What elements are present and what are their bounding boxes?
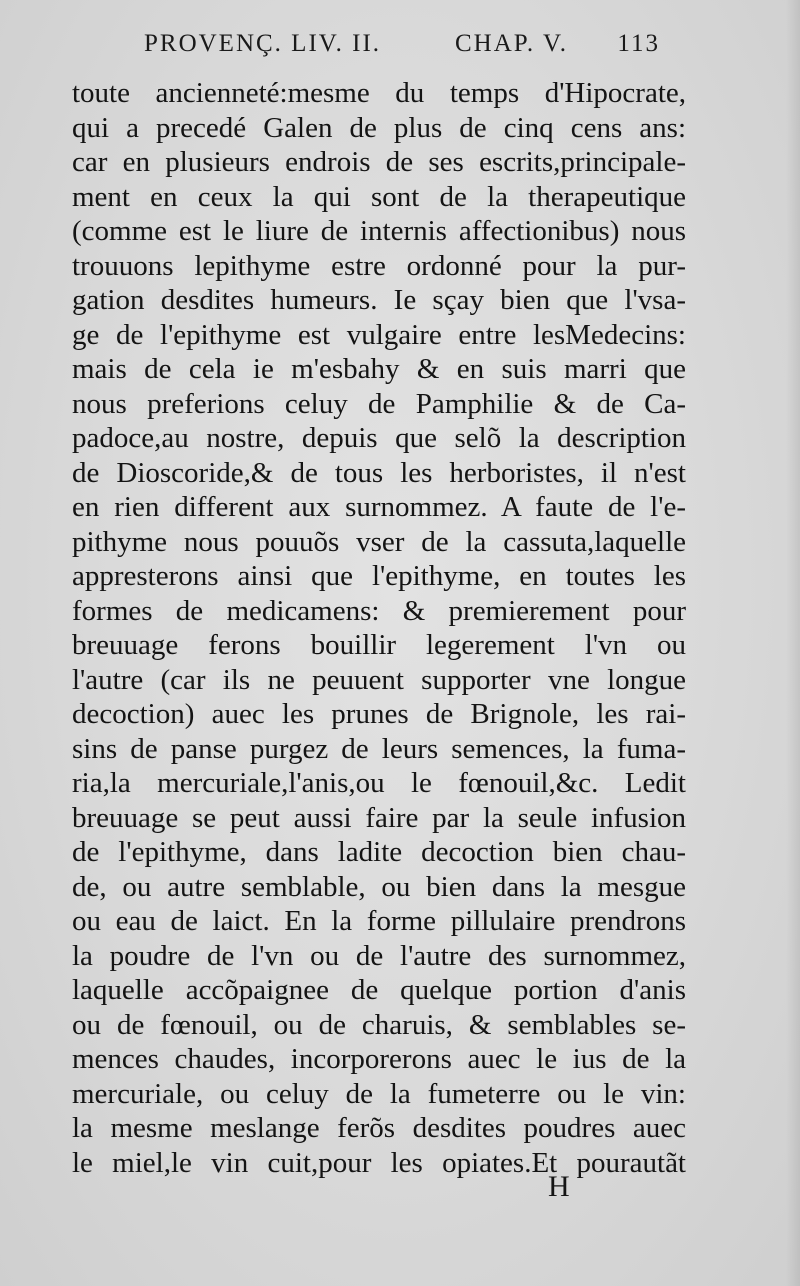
page-edge-shadow <box>786 0 800 1286</box>
text-line: ge de l'epithyme est vulgaire entre lesMedecins: <box>72 318 686 351</box>
text-line: mais de cela ie m'esbahy & en suis marri que <box>72 353 686 385</box>
text-line: appresterons ainsi que l'epithyme, en toutes les <box>72 560 686 592</box>
text-line: qui a precedé Galen de plus de cinq cens ans: <box>72 111 686 144</box>
text-line: (comme est le liure de internis affectionibus) nous <box>72 215 686 247</box>
text-line: car en plusieurs endrois de ses escrits,principale- <box>72 146 686 178</box>
text-line: sins de panse purgez de leurs semences, la fuma- <box>72 732 686 765</box>
body-text <box>72 76 686 1180</box>
text-line: l'autre (car ils ne peuuent supporter vne longue <box>72 663 686 696</box>
text-line: ou de fœnouil, ou de charuis, & semblables se- <box>72 1008 686 1041</box>
text-line: mences chaudes, incorporerons auec le ius de la <box>72 1043 686 1075</box>
text-line: en rien different aux surnommez. A faute de l'e- <box>72 491 686 523</box>
text-line: trouuons lepithyme estre ordonné pour la pur- <box>72 249 686 282</box>
text-line: decoction) auec les prunes de Brignole, les rai- <box>72 698 686 730</box>
running-title: PROVENÇ. LIV. II. <box>144 30 382 57</box>
text-line: pithyme nous pouuõs vser de la cassuta,laquelle <box>72 525 686 558</box>
text-line: la mesme meslange ferõs desdites poudres auec <box>72 1112 686 1144</box>
text-line: le miel,le vin cuit,pour les opiates.Et pourautãt <box>72 1146 686 1179</box>
text-line: la poudre de l'vn ou de l'autre des surnommez, <box>72 939 686 972</box>
text-line: formes de medicamens: & premierement pour <box>72 594 686 627</box>
text-line: laquelle accõpaignee de quelque portion d'anis <box>72 974 686 1006</box>
text-line: nous preferions celuy de Pamphilie & de Ca- <box>72 387 686 420</box>
text-line: breuuage ferons bouillir legerement l'vn ou <box>72 629 686 661</box>
text-line: de, ou autre semblable, ou bien dans la mesgue <box>72 870 686 903</box>
page-number: 113 <box>617 30 660 57</box>
running-header <box>140 30 660 64</box>
chapter-label: CHAP. V. <box>455 30 569 57</box>
text-line: ria,la mercuriale,l'anis,ou le fœnouil,&c. Ledit <box>72 767 686 799</box>
text-line: de l'epithyme, dans ladite decoction bien chau- <box>72 836 686 868</box>
text-line: toute ancienneté:mesme du temps d'Hipocrate, <box>72 77 686 109</box>
signature-mark: H <box>548 1170 570 1203</box>
text-line: de Dioscoride,& de tous les herboristes, il n'est <box>72 456 686 489</box>
text-line: breuuage se peut aussi faire par la seule infusion <box>72 801 686 834</box>
text-line: ou eau de laict. En la forme pillulaire prendrons <box>72 905 686 937</box>
text-line: mercuriale, ou celuy de la fumeterre ou le vin: <box>72 1077 686 1110</box>
text-line: gation desdites humeurs. Ie sçay bien que l'vsa- <box>72 284 686 316</box>
text-line: padoce,au nostre, depuis que selõ la description <box>72 422 686 454</box>
text-line: ment en ceux la qui sont de la therapeutique <box>72 180 686 213</box>
